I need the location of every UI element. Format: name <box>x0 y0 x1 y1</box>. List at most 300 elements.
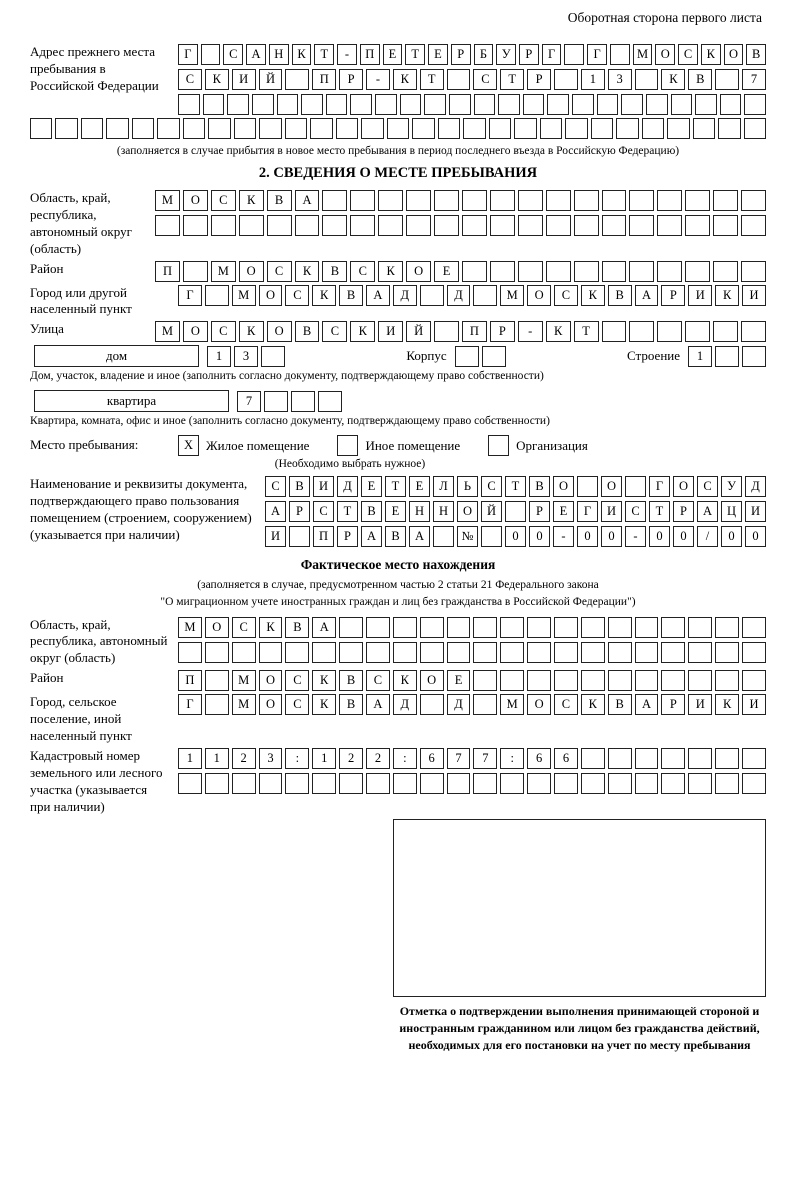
char-box[interactable] <box>252 94 274 115</box>
char-box[interactable] <box>741 261 766 282</box>
char-box[interactable]: И <box>378 321 403 342</box>
cadastre-row-2[interactable] <box>178 773 766 794</box>
char-box[interactable]: С <box>322 321 347 342</box>
char-box[interactable]: 3 <box>608 69 632 90</box>
char-box[interactable] <box>500 642 524 663</box>
char-box[interactable] <box>183 118 205 139</box>
char-box[interactable]: О <box>259 670 283 691</box>
char-box[interactable] <box>518 215 543 236</box>
char-box[interactable]: С <box>313 501 334 522</box>
char-box[interactable] <box>366 642 390 663</box>
char-box[interactable]: М <box>232 694 256 715</box>
char-box[interactable]: И <box>313 476 334 497</box>
char-box[interactable] <box>375 94 397 115</box>
char-box[interactable]: М <box>232 285 256 306</box>
char-box[interactable]: К <box>312 694 336 715</box>
char-box[interactable] <box>463 118 485 139</box>
char-box[interactable] <box>178 642 202 663</box>
char-box[interactable] <box>527 642 551 663</box>
char-box[interactable] <box>211 215 236 236</box>
char-box[interactable]: С <box>678 44 698 65</box>
char-box[interactable] <box>178 94 200 115</box>
char-box[interactable]: К <box>312 670 336 691</box>
char-box[interactable] <box>239 215 264 236</box>
char-box[interactable]: Т <box>337 501 358 522</box>
char-box[interactable] <box>742 617 766 638</box>
char-box[interactable] <box>155 215 180 236</box>
char-box[interactable]: 7 <box>237 391 261 412</box>
char-box[interactable]: И <box>742 694 766 715</box>
prev-address-row-3[interactable] <box>178 94 766 115</box>
char-box[interactable] <box>635 69 659 90</box>
char-box[interactable]: С <box>625 501 646 522</box>
char-box[interactable]: Т <box>649 501 670 522</box>
actual-district-row[interactable] <box>178 670 766 691</box>
char-box[interactable] <box>178 773 202 794</box>
char-box[interactable]: С <box>211 321 236 342</box>
char-box[interactable]: Т <box>505 476 526 497</box>
char-box[interactable] <box>434 190 459 211</box>
char-box[interactable] <box>183 261 208 282</box>
char-box[interactable]: О <box>183 190 208 211</box>
char-box[interactable]: В <box>339 670 363 691</box>
char-box[interactable]: Е <box>434 261 459 282</box>
char-box[interactable] <box>688 642 712 663</box>
char-box[interactable]: 1 <box>207 346 231 367</box>
char-box[interactable] <box>339 773 363 794</box>
char-box[interactable]: П <box>178 670 202 691</box>
checkbox-residential[interactable]: X <box>178 435 199 456</box>
char-box[interactable] <box>741 190 766 211</box>
char-box[interactable]: Д <box>745 476 766 497</box>
char-box[interactable] <box>378 215 403 236</box>
char-box[interactable] <box>201 44 221 65</box>
char-box[interactable]: Г <box>542 44 562 65</box>
char-box[interactable]: П <box>313 526 334 547</box>
char-box[interactable]: 0 <box>745 526 766 547</box>
char-box[interactable] <box>227 94 249 115</box>
char-box[interactable]: К <box>715 285 739 306</box>
char-box[interactable]: Е <box>361 476 382 497</box>
char-box[interactable] <box>473 642 497 663</box>
char-box[interactable]: Т <box>314 44 334 65</box>
cadastre-row-1[interactable] <box>178 748 766 769</box>
char-box[interactable] <box>318 391 342 412</box>
char-box[interactable]: Ь <box>457 476 478 497</box>
char-box[interactable] <box>546 261 571 282</box>
char-box[interactable]: Д <box>447 694 471 715</box>
char-box[interactable] <box>642 118 664 139</box>
char-box[interactable] <box>420 285 444 306</box>
actual-city-row[interactable] <box>178 694 766 715</box>
char-box[interactable]: - <box>518 321 543 342</box>
char-box[interactable] <box>312 642 336 663</box>
char-box[interactable] <box>291 391 315 412</box>
char-box[interactable]: О <box>259 694 283 715</box>
apartment-boxes[interactable] <box>237 391 342 412</box>
char-box[interactable] <box>688 670 712 691</box>
char-box[interactable] <box>527 773 551 794</box>
char-box[interactable] <box>540 118 562 139</box>
char-box[interactable] <box>608 617 632 638</box>
region-row-2[interactable] <box>155 215 766 236</box>
char-box[interactable] <box>564 44 584 65</box>
char-box[interactable]: К <box>393 670 417 691</box>
char-box[interactable] <box>474 94 496 115</box>
char-box[interactable] <box>554 617 578 638</box>
char-box[interactable]: М <box>500 694 524 715</box>
char-box[interactable] <box>500 773 524 794</box>
document-row-2[interactable] <box>265 501 766 522</box>
char-box[interactable] <box>473 773 497 794</box>
char-box[interactable] <box>715 748 739 769</box>
char-box[interactable] <box>312 773 336 794</box>
char-box[interactable] <box>635 670 659 691</box>
char-box[interactable]: № <box>457 526 478 547</box>
char-box[interactable] <box>81 118 103 139</box>
char-box[interactable] <box>554 642 578 663</box>
char-box[interactable] <box>608 642 632 663</box>
char-box[interactable]: 2 <box>366 748 390 769</box>
char-box[interactable]: А <box>409 526 430 547</box>
char-box[interactable]: О <box>673 476 694 497</box>
char-box[interactable]: И <box>688 694 712 715</box>
char-box[interactable]: 1 <box>178 748 202 769</box>
char-box[interactable] <box>581 748 605 769</box>
char-box[interactable] <box>350 215 375 236</box>
char-box[interactable] <box>438 118 460 139</box>
char-box[interactable]: Б <box>474 44 494 65</box>
char-box[interactable]: В <box>385 526 406 547</box>
char-box[interactable] <box>688 617 712 638</box>
char-box[interactable]: С <box>366 670 390 691</box>
char-box[interactable]: С <box>285 670 309 691</box>
char-box[interactable]: / <box>697 526 718 547</box>
char-box[interactable]: М <box>178 617 202 638</box>
char-box[interactable] <box>205 285 229 306</box>
char-box[interactable] <box>447 617 471 638</box>
char-box[interactable] <box>505 501 526 522</box>
char-box[interactable]: В <box>322 261 347 282</box>
char-box[interactable]: 0 <box>577 526 598 547</box>
char-box[interactable]: К <box>715 694 739 715</box>
char-box[interactable]: А <box>246 44 266 65</box>
char-box[interactable] <box>208 118 230 139</box>
char-box[interactable] <box>205 670 229 691</box>
char-box[interactable]: И <box>601 501 622 522</box>
char-box[interactable]: П <box>360 44 380 65</box>
char-box[interactable]: 0 <box>721 526 742 547</box>
char-box[interactable] <box>715 69 739 90</box>
char-box[interactable] <box>720 94 742 115</box>
char-box[interactable] <box>688 773 712 794</box>
char-box[interactable] <box>295 215 320 236</box>
char-box[interactable]: О <box>724 44 744 65</box>
char-box[interactable]: К <box>205 69 229 90</box>
char-box[interactable]: М <box>155 321 180 342</box>
char-box[interactable]: Р <box>661 285 685 306</box>
char-box[interactable]: Г <box>178 694 202 715</box>
char-box[interactable] <box>523 94 545 115</box>
char-box[interactable] <box>671 94 693 115</box>
char-box[interactable]: А <box>295 190 320 211</box>
char-box[interactable]: С <box>350 261 375 282</box>
char-box[interactable] <box>661 642 685 663</box>
char-box[interactable]: А <box>366 285 390 306</box>
char-box[interactable] <box>693 118 715 139</box>
char-box[interactable] <box>285 642 309 663</box>
char-box[interactable] <box>685 215 710 236</box>
char-box[interactable] <box>715 346 739 367</box>
document-row-1[interactable] <box>265 476 766 497</box>
char-box[interactable] <box>500 617 524 638</box>
char-box[interactable] <box>406 215 431 236</box>
char-box[interactable] <box>554 773 578 794</box>
char-box[interactable]: К <box>581 694 605 715</box>
char-box[interactable] <box>473 694 497 715</box>
char-box[interactable]: В <box>267 190 292 211</box>
char-box[interactable]: Й <box>259 69 283 90</box>
char-box[interactable]: С <box>211 190 236 211</box>
char-box[interactable] <box>546 190 571 211</box>
char-box[interactable] <box>261 346 285 367</box>
char-box[interactable] <box>554 69 578 90</box>
char-box[interactable] <box>661 748 685 769</box>
char-box[interactable]: 0 <box>601 526 622 547</box>
char-box[interactable]: Т <box>385 476 406 497</box>
char-box[interactable] <box>527 617 551 638</box>
char-box[interactable]: : <box>500 748 524 769</box>
char-box[interactable]: О <box>183 321 208 342</box>
char-box[interactable]: О <box>420 670 444 691</box>
prev-address-row-4[interactable] <box>30 118 766 139</box>
char-box[interactable] <box>713 190 738 211</box>
char-box[interactable]: К <box>259 617 283 638</box>
char-box[interactable] <box>366 773 390 794</box>
char-box[interactable]: С <box>481 476 502 497</box>
house-number-boxes[interactable] <box>207 346 285 367</box>
char-box[interactable]: Р <box>529 501 550 522</box>
char-box[interactable]: П <box>155 261 180 282</box>
char-box[interactable]: М <box>211 261 236 282</box>
char-box[interactable] <box>500 670 524 691</box>
char-box[interactable]: О <box>527 694 551 715</box>
char-box[interactable] <box>473 617 497 638</box>
char-box[interactable] <box>336 118 358 139</box>
char-box[interactable]: С <box>554 285 578 306</box>
char-box[interactable] <box>597 94 619 115</box>
char-box[interactable] <box>608 670 632 691</box>
char-box[interactable]: Е <box>428 44 448 65</box>
char-box[interactable]: 1 <box>688 346 712 367</box>
char-box[interactable] <box>715 670 739 691</box>
char-box[interactable]: 2 <box>339 748 363 769</box>
char-box[interactable]: Г <box>178 44 198 65</box>
char-box[interactable] <box>713 261 738 282</box>
char-box[interactable] <box>661 617 685 638</box>
char-box[interactable]: О <box>457 501 478 522</box>
char-box[interactable]: Н <box>409 501 430 522</box>
char-box[interactable] <box>301 94 323 115</box>
char-box[interactable] <box>424 94 446 115</box>
char-box[interactable] <box>657 321 682 342</box>
char-box[interactable]: Г <box>178 285 202 306</box>
char-box[interactable] <box>406 190 431 211</box>
char-box[interactable] <box>393 642 417 663</box>
char-box[interactable] <box>742 748 766 769</box>
char-box[interactable] <box>447 773 471 794</box>
char-box[interactable] <box>234 118 256 139</box>
char-box[interactable]: И <box>745 501 766 522</box>
char-box[interactable] <box>608 748 632 769</box>
char-box[interactable]: К <box>312 285 336 306</box>
char-box[interactable]: 1 <box>312 748 336 769</box>
char-box[interactable]: 3 <box>259 748 283 769</box>
char-box[interactable] <box>481 526 502 547</box>
char-box[interactable] <box>259 118 281 139</box>
char-box[interactable] <box>574 190 599 211</box>
char-box[interactable]: Й <box>481 501 502 522</box>
char-box[interactable] <box>285 118 307 139</box>
char-box[interactable] <box>322 215 347 236</box>
char-box[interactable] <box>635 773 659 794</box>
char-box[interactable] <box>625 476 646 497</box>
char-box[interactable] <box>602 261 627 282</box>
char-box[interactable] <box>205 773 229 794</box>
char-box[interactable]: В <box>339 285 363 306</box>
char-box[interactable] <box>713 215 738 236</box>
char-box[interactable]: Д <box>337 476 358 497</box>
char-box[interactable] <box>715 617 739 638</box>
char-box[interactable] <box>420 642 444 663</box>
char-box[interactable]: А <box>635 694 659 715</box>
char-box[interactable]: Н <box>269 44 289 65</box>
char-box[interactable]: В <box>529 476 550 497</box>
char-box[interactable]: В <box>285 617 309 638</box>
char-box[interactable] <box>132 118 154 139</box>
char-box[interactable]: : <box>285 748 309 769</box>
char-box[interactable] <box>581 670 605 691</box>
char-box[interactable]: О <box>205 617 229 638</box>
char-box[interactable] <box>685 261 710 282</box>
char-box[interactable] <box>339 642 363 663</box>
char-box[interactable] <box>577 476 598 497</box>
char-box[interactable]: 7 <box>742 69 766 90</box>
stroenie-boxes[interactable] <box>688 346 766 367</box>
char-box[interactable]: У <box>496 44 516 65</box>
char-box[interactable]: Г <box>577 501 598 522</box>
char-box[interactable] <box>447 642 471 663</box>
char-box[interactable] <box>629 321 654 342</box>
prev-address-row-2[interactable] <box>178 69 766 90</box>
district-row[interactable] <box>155 261 766 282</box>
char-box[interactable]: А <box>366 694 390 715</box>
char-box[interactable]: О <box>239 261 264 282</box>
char-box[interactable]: А <box>361 526 382 547</box>
prev-address-row-1[interactable] <box>178 44 766 65</box>
char-box[interactable]: К <box>295 261 320 282</box>
char-box[interactable]: О <box>527 285 551 306</box>
char-box[interactable]: В <box>295 321 320 342</box>
char-box[interactable]: И <box>232 69 256 90</box>
char-box[interactable] <box>744 94 766 115</box>
char-box[interactable] <box>581 773 605 794</box>
char-box[interactable]: С <box>285 285 309 306</box>
char-box[interactable]: О <box>553 476 574 497</box>
char-box[interactable] <box>277 94 299 115</box>
char-box[interactable] <box>646 94 668 115</box>
char-box[interactable]: 2 <box>232 748 256 769</box>
char-box[interactable] <box>713 321 738 342</box>
char-box[interactable] <box>742 670 766 691</box>
char-box[interactable] <box>527 670 551 691</box>
char-box[interactable]: Д <box>393 694 417 715</box>
char-box[interactable] <box>629 215 654 236</box>
char-box[interactable] <box>462 190 487 211</box>
char-box[interactable] <box>715 773 739 794</box>
city-row[interactable] <box>178 285 766 306</box>
char-box[interactable] <box>547 94 569 115</box>
actual-region-row-2[interactable] <box>178 642 766 663</box>
char-box[interactable] <box>661 773 685 794</box>
char-box[interactable] <box>546 215 571 236</box>
char-box[interactable]: Г <box>587 44 607 65</box>
char-box[interactable] <box>412 118 434 139</box>
char-box[interactable] <box>715 642 739 663</box>
char-box[interactable] <box>685 190 710 211</box>
char-box[interactable] <box>518 190 543 211</box>
char-box[interactable]: К <box>292 44 312 65</box>
char-box[interactable]: Ц <box>721 501 742 522</box>
char-box[interactable]: В <box>746 44 766 65</box>
char-box[interactable]: А <box>697 501 718 522</box>
char-box[interactable] <box>289 526 310 547</box>
char-box[interactable]: Р <box>339 69 363 90</box>
char-box[interactable]: Г <box>649 476 670 497</box>
actual-region-row-1[interactable] <box>178 617 766 638</box>
char-box[interactable]: - <box>625 526 646 547</box>
char-box[interactable] <box>667 118 689 139</box>
char-box[interactable]: Р <box>451 44 471 65</box>
char-box[interactable] <box>635 617 659 638</box>
char-box[interactable]: С <box>232 617 256 638</box>
char-box[interactable] <box>361 118 383 139</box>
char-box[interactable] <box>462 215 487 236</box>
char-box[interactable]: В <box>688 69 712 90</box>
char-box[interactable]: К <box>581 285 605 306</box>
char-box[interactable] <box>718 118 740 139</box>
char-box[interactable] <box>378 190 403 211</box>
char-box[interactable] <box>232 773 256 794</box>
char-box[interactable]: 7 <box>447 748 471 769</box>
char-box[interactable] <box>657 190 682 211</box>
char-box[interactable]: И <box>742 285 766 306</box>
char-box[interactable]: М <box>232 670 256 691</box>
char-box[interactable] <box>366 617 390 638</box>
char-box[interactable]: - <box>337 44 357 65</box>
char-box[interactable]: 6 <box>527 748 551 769</box>
char-box[interactable]: М <box>155 190 180 211</box>
char-box[interactable] <box>393 617 417 638</box>
char-box[interactable] <box>267 215 292 236</box>
char-box[interactable]: О <box>655 44 675 65</box>
char-box[interactable] <box>106 118 128 139</box>
char-box[interactable]: - <box>553 526 574 547</box>
char-box[interactable]: С <box>267 261 292 282</box>
char-box[interactable]: Т <box>420 69 444 90</box>
char-box[interactable] <box>264 391 288 412</box>
char-box[interactable] <box>498 94 520 115</box>
